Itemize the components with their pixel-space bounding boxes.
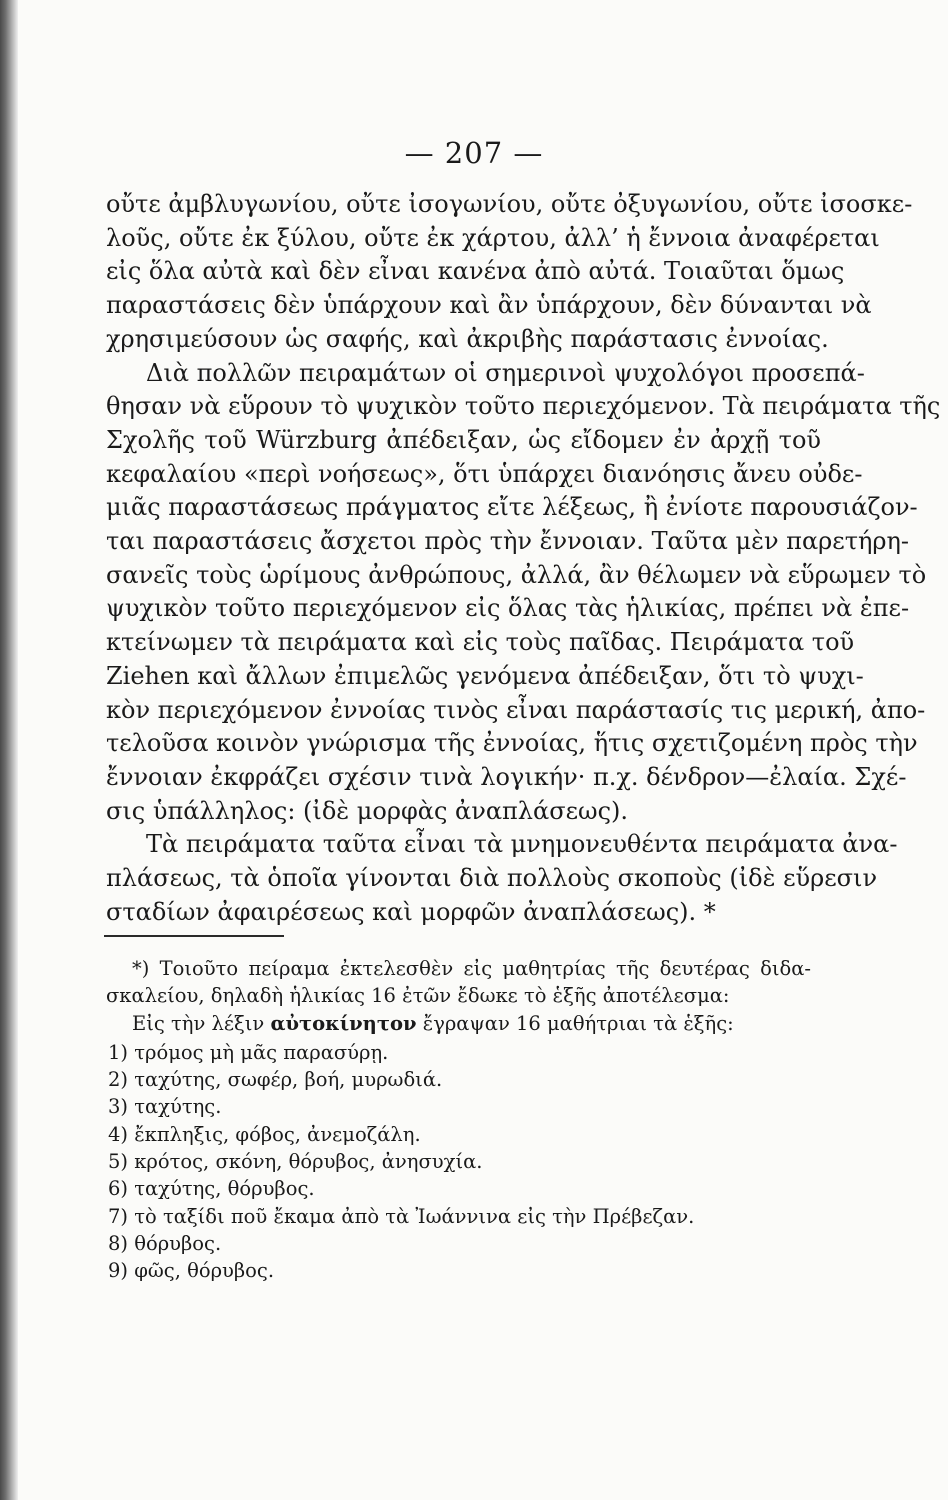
text-line: ἔννοιαν ἐκφράζει σχέσιν τινὰ λογικήν· π.χ. δένδρον—ἐλαία. Σχέ- — [106, 762, 907, 791]
list-item: 5) κρότος, σκόνη, θόρυβος, ἀνησυχία. — [108, 1150, 483, 1174]
text-line: κεφαλαίου «περὶ νοήσεως», ὅτι ὑπάρχει διανόησις ἄνευ οὐδε- — [106, 459, 863, 488]
text-line: Ziehen καὶ ἄλλων ἐπιμελῶς γενόμενα ἀπέδειξαν, ὅτι τὸ ψυχι- — [106, 661, 864, 690]
text-line: χρησιμεύσουν ὡς σαφής, καὶ ἀκριβὴς παράστασις ἐννοίας. — [106, 324, 829, 353]
footnote-list — [106, 1039, 811, 1285]
footnote-line: σκαλείου, δηλαδὴ ἡλικίας 16 ἐτῶν ἔδωκε τὸ ἑξῆς ἀποτέλεσμα: — [106, 984, 730, 1008]
text-line: Διὰ πολλῶν πειραμάτων οἱ σημερινοὶ ψυχολόγοι προσεπά- — [146, 358, 865, 387]
text-line: παραστάσεις δὲν ὑπάρχουν καὶ ἂν ὑπάρχουν, δὲν δύνανται νὰ — [106, 291, 872, 320]
text-line: Τὰ πειράματα ταῦτα εἶναι τὰ μνημονευθέντα πειράματα ἀνα- — [146, 830, 898, 859]
footnote — [106, 955, 811, 1285]
main-text — [106, 188, 941, 929]
footnote-text: Εἰς τὴν λέξιν — [132, 1011, 271, 1035]
text-line: μιᾶς παραστάσεως πράγματος εἴτε λέξεως, ἢ ἐνίοτε παρουσιάζον- — [106, 493, 918, 522]
list-item: 9) φῶς, θόρυβος. — [108, 1259, 275, 1283]
footnote-line — [106, 1010, 811, 1037]
book-spine-shadow — [0, 0, 18, 1500]
text-line: εἰς ὅλα αὐτὰ καὶ δὲν εἶναι κανένα ἀπὸ αὐτά. Τοιαῦται ὅμως — [106, 257, 845, 286]
list-item: 2) ταχύτης, σωφέρ, βοή, μυρωδιά. — [108, 1068, 443, 1092]
text-line: οὔτε ἀμβλυγωνίου, οὔτε ἰσογωνίου, οὔτε ὀξυγωνίου, οὔτε ἰσοσκε- — [106, 190, 913, 218]
text-line: σανεῖς τοὺς ὡρίμους ἀνθρώπους, ἀλλά, ἂν θέλωμεν νὰ εὕρωμεν τὸ — [106, 560, 927, 589]
footnote-divider — [104, 935, 284, 937]
text-line: ψυχικὸν τοῦτο περιεχόμενον εἰς ὅλας τὰς ἡλικίας, πρέπει νὰ ἐπε- — [106, 594, 910, 623]
text-line: λοῦς, οὔτε ἐκ ξύλου, οὔτε ἐκ χάρτου, ἀλλ’ ἡ ἔννοια ἀναφέρεται — [106, 223, 880, 252]
text-line: κτείνωμεν τὰ πειράματα καὶ εἰς τοὺς παῖδας. Πειράματα τοῦ — [106, 628, 855, 657]
list-item: 4) ἔκπληξις, φόβος, ἀνεμοζάλη. — [108, 1122, 421, 1146]
list-item: 1) τρόμος μὴ μᾶς παρασύρῃ. — [108, 1040, 389, 1064]
footnote-keyword: αὐτοκίνητον — [270, 1011, 417, 1035]
text-line: πλάσεως, τὰ ὁποῖα γίνονται διὰ πολλοὺς σκοποὺς (ἰδὲ εὕρεσιν — [106, 864, 878, 893]
text-line: ται παραστάσεις ἄσχετοι πρὸς τὴν ἔννοιαν. Ταῦτα μὲν παρετήρη- — [106, 527, 909, 556]
text-line: τελοῦσα κοινὸν γνώρισμα τῆς ἐννοίας, ἥτις σχετιζομένη πρὸς τὴν — [106, 729, 918, 758]
list-item: 7) τὸ ταξίδι ποῦ ἔκαμα ἀπὸ τὰ Ἰωάννινα εἰς τὴν Πρέβεζαν. — [108, 1204, 695, 1228]
list-item: 8) θόρυβος. — [108, 1231, 222, 1255]
page-number: — 207 — — [404, 136, 544, 170]
text-line: κὸν περιεχόμενον ἐννοίας τινὸς εἶναι παράστασίς τις μερική, ἀπο- — [106, 695, 926, 724]
footnote-line: *) Τοιοῦτο πείραμα ἐκτελεσθὲν εἰς μαθητρίας τῆς δευτέρας διδα- — [132, 957, 811, 980]
text-line: σις ὑπάλληλος: (ἰδὲ μορφὰς ἀναπλάσεως). — [106, 796, 629, 825]
footnote-text: ἔγραψαν 16 μαθήτριαι τὰ ἑξῆς: — [416, 1011, 734, 1035]
list-item: 6) ταχύτης, θόρυβος. — [108, 1177, 315, 1201]
text-line: σταδίων ἀφαιρέσεως καὶ μορφῶν ἀναπλάσεως). * — [106, 897, 716, 926]
list-item: 3) ταχύτης. — [108, 1095, 222, 1119]
text-line: Σχολῆς τοῦ Würzburg ἀπέδειξαν, ὡς εἴδομεν ἐν ἀρχῇ τοῦ — [106, 425, 821, 454]
text-line: θησαν νὰ εὕρουν τὸ ψυχικὸν τοῦτο περιεχόμενον. Τὰ πειράματα τῆς — [106, 392, 941, 421]
